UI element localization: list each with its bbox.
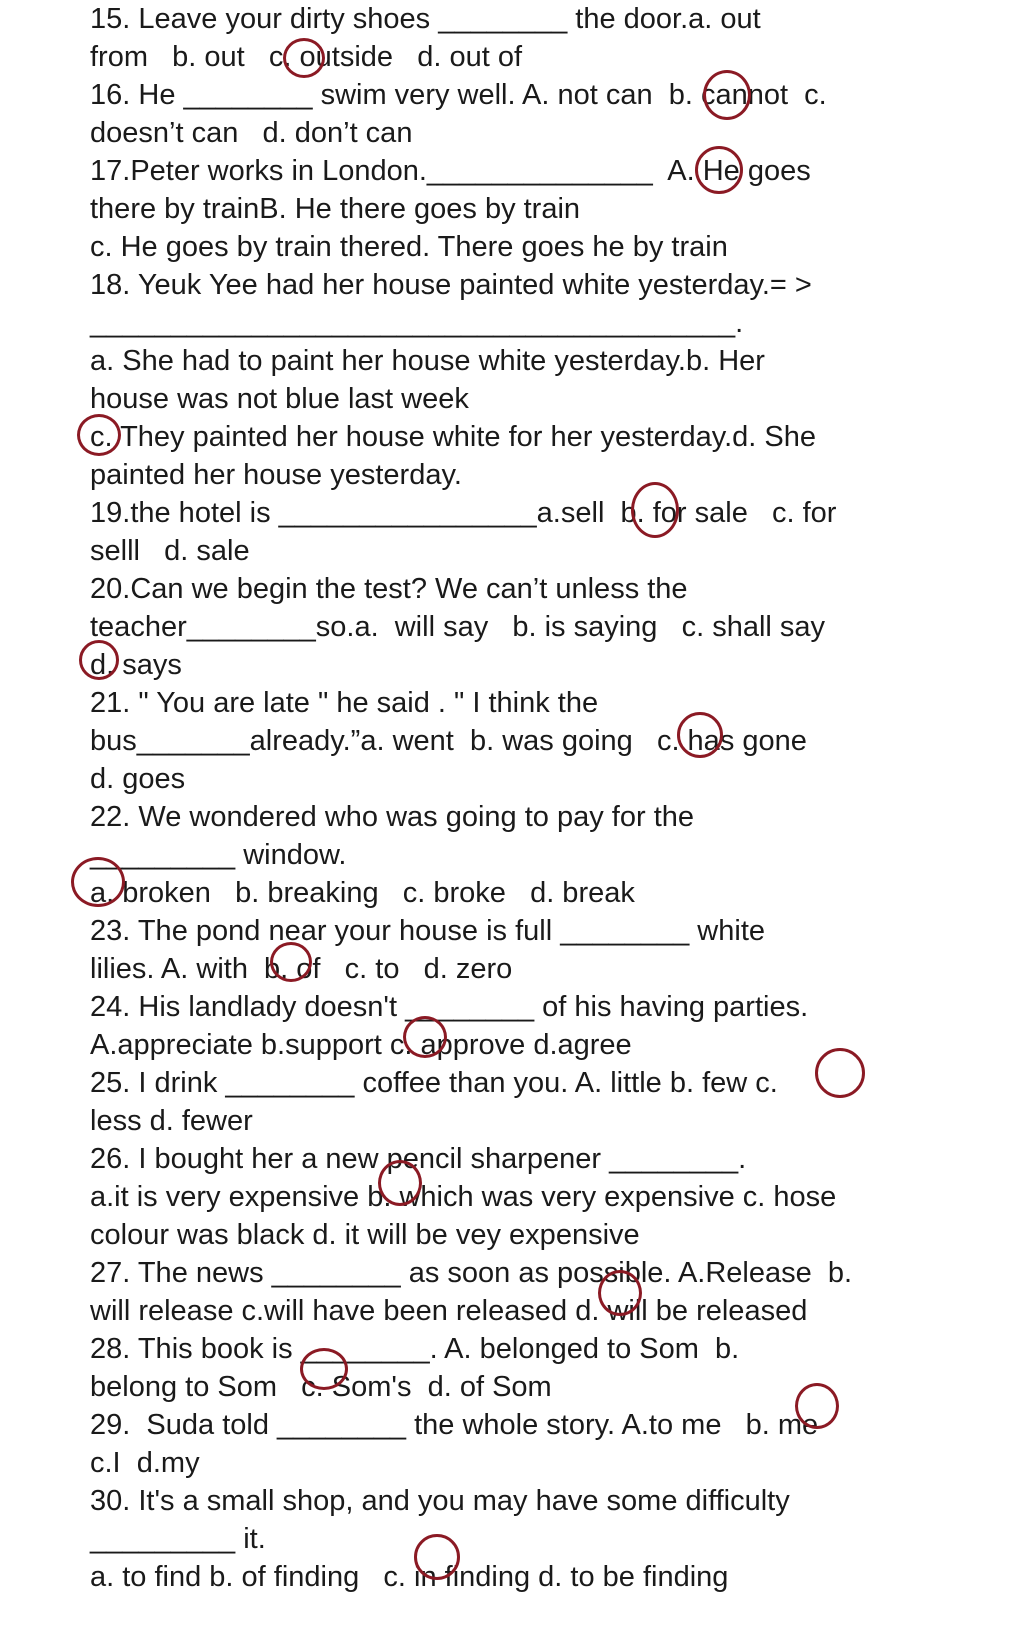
- text-line: a. broken b. breaking c. broke d. break: [90, 877, 635, 909]
- text-line: c. He goes by train thered. There goes he by train: [90, 231, 728, 263]
- text-line: 20.Can we begin the test? We can’t unless the: [90, 573, 688, 605]
- text-line: 27. The news ________ as soon as possible. A.Release b.: [90, 1257, 853, 1289]
- text-line: selll d. sale: [90, 535, 250, 567]
- text-line: 22. We wondered who was going to pay for the: [90, 801, 695, 833]
- text-line: from b. out c. outside d. out of: [90, 41, 522, 73]
- text-line: painted her house yesterday.: [90, 459, 462, 491]
- text-line: lilies. A. with b. of c. to d. zero: [90, 953, 513, 985]
- text-line: c.I d.my: [90, 1447, 200, 1479]
- text-line: there by trainB. He there goes by train: [90, 193, 581, 225]
- text-line: 28. This book is ________. A. belonged to Som b.: [90, 1333, 740, 1365]
- text-line: a.it is very expensive b. which was very expensive c. hose: [90, 1181, 837, 1213]
- text-line: doesn’t can d. don’t can: [90, 117, 413, 149]
- text-line: _________ window.: [90, 839, 347, 871]
- text-line: 15. Leave your dirty shoes ________ the door.a. out: [90, 3, 761, 35]
- text-line: a. to find b. of finding c. in finding d. to be finding: [90, 1561, 729, 1593]
- text-line: d. says: [90, 649, 182, 681]
- text-line: 17.Peter works in London.______________ A. He goes: [90, 155, 811, 187]
- answer-circle: [815, 1048, 865, 1098]
- text-line: 18. Yeuk Yee had her house painted white yesterday.= >: [90, 269, 812, 301]
- text-line: 19.the hotel is ________________a.sell b. for sale c. for: [90, 497, 837, 529]
- text-line: 16. He ________ swim very well. A. not can b. cannot c.: [90, 79, 827, 111]
- text-line: house was not blue last week: [90, 383, 469, 415]
- text-line: _________ it.: [90, 1523, 266, 1555]
- text-line: d. goes: [90, 763, 186, 795]
- text-line: belong to Som c. Som's d. of Som: [90, 1371, 552, 1403]
- text-line: teacher________so.a. will say b. is saying c. shall say: [90, 611, 826, 643]
- text-line: less d. fewer: [90, 1105, 253, 1137]
- text-line: bus_______already.”a. went b. was going c. has gone: [90, 725, 807, 757]
- text-line: will release c.will have been released d. will be released: [90, 1295, 808, 1327]
- text-line: 23. The pond near your house is full ________ white: [90, 915, 766, 947]
- text-line: 24. His landlady doesn't ________ of his having parties.: [90, 991, 809, 1023]
- text-line: 21. " You are late " he said . " I think the: [90, 687, 599, 719]
- text-line: a. She had to paint her house white yesterday.b. Her: [90, 345, 765, 377]
- text-line: 25. I drink ________ coffee than you. A. little b. few c.: [90, 1067, 778, 1099]
- text-line: c. They painted her house white for her yesterday.d. She: [90, 421, 816, 453]
- text-line: A.appreciate b.support c. approve d.agree: [90, 1029, 632, 1061]
- text-line: 26. I bought her a new pencil sharpener ________.: [90, 1143, 747, 1175]
- text-line: colour was black d. it will be vey expensive: [90, 1219, 640, 1251]
- text-line: 30. It's a small shop, and you may have some difficulty: [90, 1485, 790, 1517]
- text-line: ________________________________________.: [90, 307, 744, 339]
- text-line: 29. Suda told ________ the whole story. A.to me b. me: [90, 1409, 819, 1441]
